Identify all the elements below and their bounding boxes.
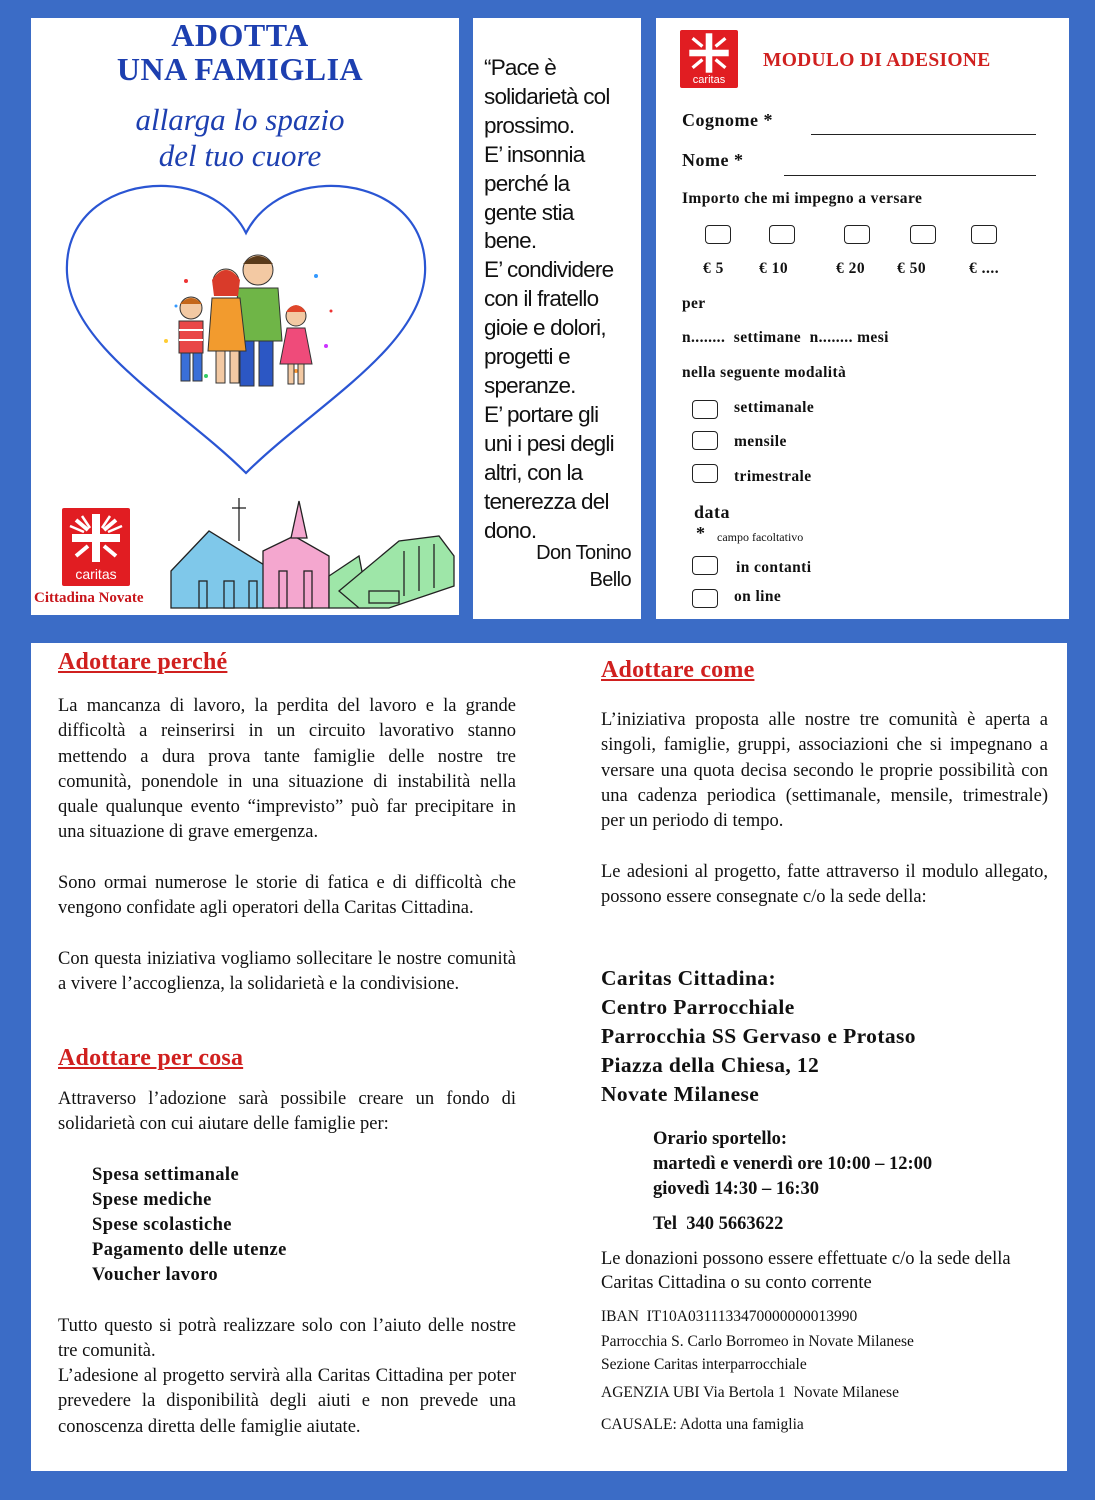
mode-label: nella seguente modalità <box>682 364 847 381</box>
info-panel <box>31 643 1067 1471</box>
address-line: Piazza della Chiesa, 12 <box>601 1053 820 1077</box>
list-item: Pagamento delle utenze <box>92 1240 287 1260</box>
cash-checkbox[interactable] <box>692 556 718 575</box>
address-line: Centro Parrocchiale <box>601 995 795 1019</box>
how-paragraph-2: Le adesioni al progetto, fatte attraverso il modulo allegato, possono essere consegnate c/o la sede della: <box>601 862 1048 908</box>
bank-holder-1: Parrocchia S. Carlo Borromeo in Novate Milanese <box>601 1333 914 1350</box>
quote-panel <box>473 18 641 619</box>
bank-holder-2: Sezione Caritas interparrocchiale <box>601 1356 807 1373</box>
what-intro: Attraverso l’adozione sarà possibile creare un fondo di solidarietà con cui aiutare delle famiglie per: <box>58 1089 516 1135</box>
donation-text: Le donazioni possono essere effettuate c/o la sede della Caritas Cittadina o su conto corrente <box>601 1249 1011 1293</box>
amount-other-label: € .... <box>969 260 1000 277</box>
mode-quarterly-checkbox[interactable] <box>692 464 718 483</box>
amount-other-checkbox[interactable] <box>971 225 997 244</box>
amount-5-checkbox[interactable] <box>705 225 731 244</box>
amount-50-checkbox[interactable] <box>910 225 936 244</box>
duration-field[interactable]: n........ settimane n........ mesi <box>682 329 889 346</box>
cover-subtitle-line2: del tuo cuore <box>158 138 322 173</box>
phone-number: Tel 340 5663622 <box>653 1214 784 1234</box>
mode-monthly-checkbox[interactable] <box>692 431 718 450</box>
why-paragraph-3: Con questa iniziativa vogliamo sollecitare le nostre comunità a vivere l’accoglienza, la solidarietà e la condivisione. <box>58 949 516 995</box>
quote-line: “Pace è <box>484 55 556 80</box>
quote-line: altri, con la <box>484 459 583 485</box>
what-paragraph-1: Tutto questo si potrà realizzare solo con l’aiuto delle nostre tre comunità. <box>58 1316 516 1362</box>
form-title: MODULO DI ADESIONE <box>763 50 991 71</box>
quote-author-line1: Don Tonino <box>536 542 631 564</box>
quote-line: E’ insonnia <box>484 141 585 167</box>
per-label: per <box>682 295 706 312</box>
quote-line: E’ condividere <box>484 257 614 283</box>
mode-quarterly-label: trimestrale <box>734 468 812 485</box>
cover-title-line2: UNA FAMIGLIA <box>116 51 364 87</box>
quote-line: con il fratello <box>484 286 599 312</box>
what-heading: Adottare per cosa <box>58 1045 244 1071</box>
caritas-logo-text: caritas <box>692 74 726 86</box>
amount-50-label: € 50 <box>897 260 927 277</box>
why-heading: Adottare perché <box>58 649 228 675</box>
what-paragraph-2: L’adesione al progetto servirà alla Caritas Cittadina per poter prevedere la disponibilità degli aiuti e non prevede una conoscenza diretta delle famiglie aiutate. <box>58 1366 516 1437</box>
membership-form-panel <box>656 18 1069 619</box>
list-item: Spesa settimanale <box>92 1165 240 1185</box>
amount-20-checkbox[interactable] <box>844 225 870 244</box>
cover-subtitle-line1: allarga lo spazio <box>135 102 345 137</box>
caritas-logo-text: caritas <box>75 566 117 582</box>
quote-line: perché la <box>484 170 570 196</box>
how-paragraph-1: L’iniziativa proposta alle nostre tre comunità è aperta a singoli, famiglie, gruppi, associazioni che si impegnano a versare una quota decisa secondo le proprie possibilità con una cadenza periodica (settimanale, mensile, trimestrale) per un periodo di tempo. <box>601 710 1048 832</box>
caritas-cross-logo <box>62 508 130 586</box>
why-paragraph-2: Sono ormai numerose le storie di fatica e di difficoltà che vengono confidate agli operatori della Caritas Cittadina. <box>58 873 516 919</box>
hours-line-2: giovedì 14:30 – 16:30 <box>653 1179 819 1199</box>
quote-line: solidarietà col <box>484 83 610 109</box>
hours-line-1: martedì e venerdì ore 10:00 – 12:00 <box>653 1154 933 1174</box>
mode-monthly-label: mensile <box>734 433 787 450</box>
quote-line: dono. <box>484 517 537 543</box>
quote-line: tenerezza del <box>484 488 609 514</box>
hours-title: Orario sportello: <box>653 1129 788 1149</box>
surname-field[interactable] <box>811 134 1036 135</box>
caritas-cross-logo <box>680 30 738 88</box>
address-line: Parrocchia SS Gervaso e Protaso <box>601 1024 916 1048</box>
quote-line: speranze. <box>484 372 576 398</box>
bank-agency: AGENZIA UBI Via Bertola 1 Novate Milanese <box>601 1384 899 1401</box>
cover-title-line1: ADOTTA <box>171 17 309 53</box>
list-item: Spese scolastiche <box>92 1215 232 1235</box>
church-buildings-illustration <box>169 496 459 611</box>
online-label: on line <box>734 588 782 605</box>
mode-weekly-checkbox[interactable] <box>692 400 718 419</box>
amount-5-label: € 5 <box>703 260 724 277</box>
amount-20-label: € 20 <box>836 260 866 277</box>
quote-line: progetti e <box>484 344 570 370</box>
address-line: Novate Milanese <box>601 1082 760 1106</box>
surname-label: Cognome * <box>682 110 773 130</box>
optional-note: campo facoltativo <box>717 530 804 544</box>
list-item: Spese mediche <box>92 1190 212 1210</box>
name-field[interactable] <box>784 175 1036 176</box>
payment-reason: CAUSALE: Adotta una famiglia <box>601 1416 804 1433</box>
how-heading: Adottare come <box>601 657 755 683</box>
iban: IBAN IT10A0311133470000000013990 <box>601 1308 858 1325</box>
cash-label: in contanti <box>736 559 812 576</box>
quote-line: E’ portare gli <box>484 401 599 427</box>
why-paragraph-1: La mancanza di lavoro, la perdita del lavoro e la grande difficoltà a reinserirsi in un circuito lavorativo stanno mettendo a dura prova tante famiglie delle nostre tre comunità, ponendole in una situazione di instabilità nella quale qualunque evento “imprevisto” può far precipitare in una situazione di grave emergenza. <box>58 696 516 843</box>
family-illustration <box>146 246 346 396</box>
address-line: Caritas Cittadina: <box>601 966 777 990</box>
quote-line: prossimo. <box>484 112 575 138</box>
list-item: Voucher lavoro <box>92 1265 219 1285</box>
quote-line: bene. <box>484 228 537 254</box>
quote-author-line2: Bello <box>589 569 631 591</box>
mode-weekly-label: settimanale <box>734 399 815 416</box>
date-label: data <box>694 502 731 522</box>
org-name: Cittadina Novate <box>34 590 144 606</box>
cover-panel <box>31 18 459 615</box>
name-label: Nome * <box>682 150 744 170</box>
quote-line: gente stia <box>484 199 574 225</box>
amount-label: Importo che mi impegno a versare <box>682 190 923 207</box>
quote-text <box>484 54 644 545</box>
amount-10-checkbox[interactable] <box>769 225 795 244</box>
online-checkbox[interactable] <box>692 589 718 608</box>
quote-line: gioie e dolori, <box>484 315 606 341</box>
quote-line: uni i pesi degli <box>484 430 614 456</box>
amount-10-label: € 10 <box>759 260 789 277</box>
optional-asterisk: * <box>696 523 706 543</box>
